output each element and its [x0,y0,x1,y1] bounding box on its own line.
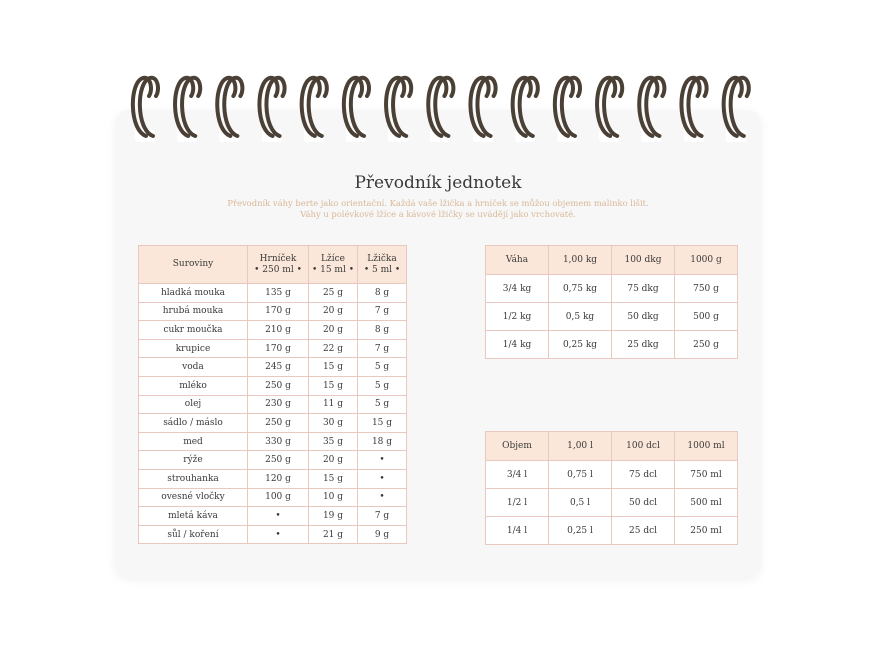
table-cell: 5 g [358,376,407,395]
binding-holes [115,110,761,150]
header-cell: 100 dcl [612,432,675,461]
ingredient-row [139,414,407,433]
table-cell: 11 g [309,395,358,414]
table-cell: 35 g [309,432,358,451]
ingredient-row [139,339,407,358]
header-cell: Lžička • 5 ml • [358,246,407,284]
table-cell: 20 g [309,302,358,321]
table-cell: 250 g [675,331,738,359]
table-cell: 50 dkg [612,303,675,331]
table-cell: 500 g [675,303,738,331]
table-cell: 10 g [309,488,358,507]
table-cell: voda [139,358,248,377]
table-cell: olej [139,395,248,414]
ingredient-row [139,302,407,321]
volume-row [486,517,738,545]
table-cell: 500 ml [675,489,738,517]
table-cell: 0,75 l [549,461,612,489]
binding-hole [135,130,155,142]
header-cell: Váha [486,246,549,275]
ingredient-row [139,395,407,414]
binding-hole [388,130,408,142]
ingredient-row [139,469,407,488]
table-cell: 1/4 kg [486,331,549,359]
subtitle-line-1: Převodník váhy berte jako orientační. Každá vaše lžička a hrníček se můžou objemem malinko lišit. [227,198,649,208]
table-cell: 330 g [248,432,309,451]
table-cell: 8 g [358,284,407,303]
volume-table [485,431,738,545]
ingredient-row [139,376,407,395]
table-cell: 7 g [358,339,407,358]
table-cell: 0,75 kg [549,275,612,303]
table-cell: 50 dcl [612,489,675,517]
table-cell: 250 ml [675,517,738,545]
table-cell: • [248,525,309,544]
table-cell: 170 g [248,339,309,358]
ingredient-row [139,284,407,303]
table-cell: • [358,488,407,507]
table-cell: 15 g [309,358,358,377]
table-cell: mletá káva [139,507,248,526]
table-cell: 0,25 l [549,517,612,545]
binding-hole [726,130,746,142]
ingredients-header-row [139,246,407,284]
table-cell: 230 g [248,395,309,414]
table-cell: hrubá mouka [139,302,248,321]
table-cell: 0,25 kg [549,331,612,359]
table-cell: 7 g [358,302,407,321]
binding-hole [219,130,239,142]
table-cell: 250 g [248,376,309,395]
binding-hole [557,130,577,142]
binding-hole [473,130,493,142]
weight-row [486,331,738,359]
ingredient-row [139,488,407,507]
binding-hole [641,130,661,142]
table-cell: • [358,451,407,470]
ingredients-table [138,245,407,544]
table-cell: 750 ml [675,461,738,489]
binding-hole [430,130,450,142]
table-cell: hladká mouka [139,284,248,303]
binding-hole [684,130,704,142]
subtitle [0,198,876,220]
header-cell: 100 dkg [612,246,675,275]
table-cell: strouhanka [139,469,248,488]
binding-hole [262,130,282,142]
table-cell: 19 g [309,507,358,526]
table-cell: 120 g [248,469,309,488]
table-cell: 1/2 kg [486,303,549,331]
table-cell: 1/4 l [486,517,549,545]
page-title: Převodník jednotek [354,173,522,193]
table-cell: 7 g [358,507,407,526]
ingredient-row [139,525,407,544]
table-cell: ovesné vločky [139,488,248,507]
table-cell: 135 g [248,284,309,303]
table-cell: 1/2 l [486,489,549,517]
table-cell: 15 g [358,414,407,433]
table-cell: • [248,507,309,526]
table-cell: rýže [139,451,248,470]
table-cell: 8 g [358,321,407,340]
binding-hole [177,130,197,142]
ingredient-row [139,451,407,470]
table-cell: 750 g [675,275,738,303]
header-cell: Hrníček • 250 ml • [248,246,309,284]
table-cell: 25 dcl [612,517,675,545]
table-cell: 18 g [358,432,407,451]
table-cell: 5 g [358,358,407,377]
header-cell: Suroviny [139,246,248,284]
table-cell: 0,5 kg [549,303,612,331]
binding-hole [599,130,619,142]
ingredient-row [139,507,407,526]
header-cell: 1000 ml [675,432,738,461]
table-cell: 21 g [309,525,358,544]
table-cell: • [358,469,407,488]
table-cell: cukr moučka [139,321,248,340]
table-cell: 25 dkg [612,331,675,359]
table-cell: 170 g [248,302,309,321]
table-cell: 30 g [309,414,358,433]
weight-table [485,245,738,359]
ingredient-row [139,358,407,377]
header-cell: 1,00 l [549,432,612,461]
table-cell: 75 dcl [612,461,675,489]
weight-header-row [486,246,738,275]
table-cell: 3/4 l [486,461,549,489]
table-cell: 5 g [358,395,407,414]
table-cell: 250 g [248,414,309,433]
table-cell: sádlo / máslo [139,414,248,433]
table-cell: 22 g [309,339,358,358]
table-cell: 75 dkg [612,275,675,303]
binding-hole [304,130,324,142]
header-cell: 1000 g [675,246,738,275]
table-cell: 3/4 kg [486,275,549,303]
table-cell: 20 g [309,321,358,340]
weight-row [486,303,738,331]
volume-row [486,489,738,517]
header-cell: Objem [486,432,549,461]
table-cell: mléko [139,376,248,395]
weight-row [486,275,738,303]
table-cell: 245 g [248,358,309,377]
table-cell: 100 g [248,488,309,507]
table-cell: 25 g [309,284,358,303]
binding-hole [346,130,366,142]
header-cell: Lžíce • 15 ml • [309,246,358,284]
ingredient-row [139,432,407,451]
table-cell: 210 g [248,321,309,340]
table-cell: 20 g [309,451,358,470]
subtitle-line-2: Váhy u polévkové lžíce a kávové lžičky se uvádějí jako vrchovaté. [300,209,576,219]
volume-header-row [486,432,738,461]
table-cell: 15 g [309,469,358,488]
table-cell: krupice [139,339,248,358]
volume-row [486,461,738,489]
table-cell: med [139,432,248,451]
header-cell: 1,00 kg [549,246,612,275]
ingredient-row [139,321,407,340]
table-cell: 9 g [358,525,407,544]
table-cell: 250 g [248,451,309,470]
table-cell: 0,5 l [549,489,612,517]
table-cell: 15 g [309,376,358,395]
table-cell: sůl / koření [139,525,248,544]
binding-hole [515,130,535,142]
